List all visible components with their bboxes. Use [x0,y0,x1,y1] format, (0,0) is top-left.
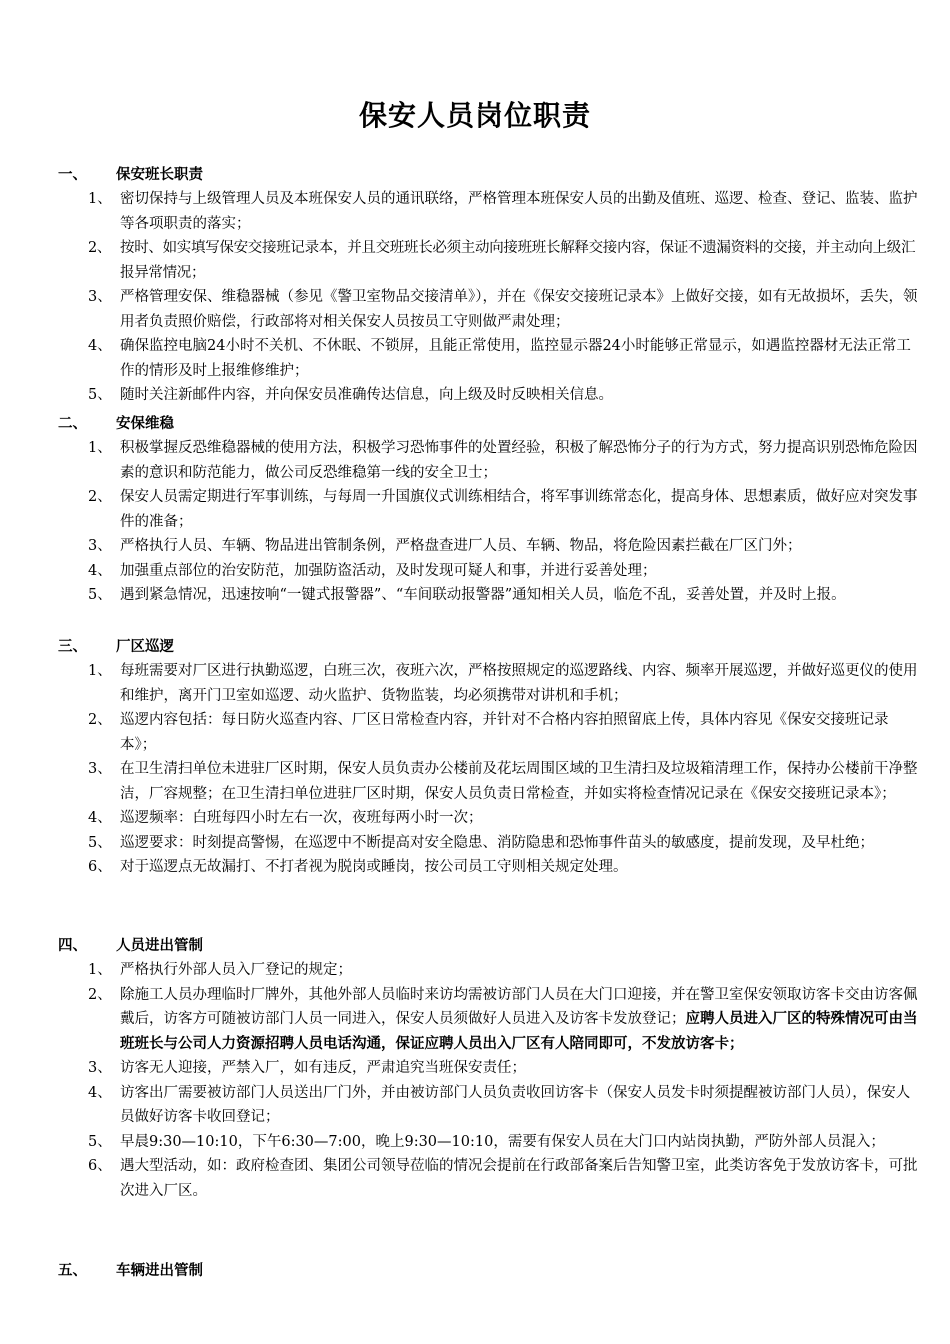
item-text: 遇到紧急情况，迅速按响“一键式报警器”、“车间联动报警器”通知相关人员，临危不乱，妥善处置，并及时上报。 [120,587,846,603]
item-text: 确保监控电脑24小时不关机、不休眠、不锁屏，且能正常使用，监控显示器24小时能够正常显示，如遇监控器材无法正常工作的情形及时上报维修维护； [120,338,911,379]
item-text: 每班需要对厂区进行执勤巡逻，白班三次，夜班六次，严格按照规定的巡逻路线、内容、频率开展巡逻，并做好巡更仪的使用和维护，离开门卫室如巡逻、动火监护、货物监装，均必须携带对讲机和手机； [120,663,918,704]
item-text: 严格管理安保、维稳器械（参见《警卫室物品交接清单》），并在《保安交接班记录本》上做好交接，如有无故损坏，丢失，领用者负责照价赔偿，行政部将对相关保安人员按员工守则做严肃处理； [120,289,918,330]
item-text: 加强重点部位的治安防范，加强防盗活动，及时发现可疑人和事，并进行妥善处理； [120,562,657,579]
list-item [58,757,918,806]
section-title: 安保维稳 [116,415,174,432]
section-number: 一、 [58,166,87,183]
item-text: 按时、如实填写保安交接班记录本，并且交班班长必须主动向接班班长解释交接内容，保证不遗漏资料的交接，并主动向上级汇报异常情况； [120,240,916,281]
section-number: 三、 [58,638,87,655]
item-text: 访客出厂需要被访部门人员送出厂门外，并由被访部门人员负责收回访客卡（保安人员发卡时须提醒被访部门人员），保安人员做好访客卡收回登记； [120,1084,911,1125]
item-text: 访客无人迎接，严禁入厂，如有违反，严肃追究当班保安责任； [120,1060,526,1076]
item-number: 1、 [88,962,112,978]
section-number: 二、 [58,415,87,432]
item-text: 在卫生清扫单位未进驻厂区时期，保安人员负责办公楼前及花坛周围区域的卫生清扫及垃圾箱清理工作，保持办公楼前干净整洁，厂容规整；在卫生清扫单位进驻厂区时期，保安人员负责日常检查，并如实将检查情况记录在《保安交接班记录本》； [120,761,918,802]
item-text: 巡逻要求：时刻提高警惕，在巡逻中不断提高对安全隐患、消防隐患和恐怖事件苗头的敏感度，提前发现，及早杜绝； [120,834,874,851]
list-item [58,187,918,236]
section-heading [58,934,918,958]
item-number: 2、 [88,489,112,505]
item-number: 2、 [88,986,112,1003]
list-item [58,983,918,1057]
item-number: 2、 [88,240,112,256]
item-number: 1、 [88,440,112,456]
item-text-bold: 应聘人员进入厂区的特殊情况可由当班班长与公司人力资源招聘人员电话沟通，保证应聘人员出入厂区有人陪同即可，不发放访客卡； [120,1010,918,1052]
item-number: 4、 [88,810,112,826]
section-title: 人员进出管制 [116,937,203,954]
section-heading [58,635,918,659]
item-number: 2、 [88,712,112,728]
list-item [58,485,918,534]
section-heading [58,163,918,187]
item-text: 对于巡逻点无故漏打、不打者视为脱岗或睡岗，按公司员工守则相关规定处理。 [120,859,628,875]
list-item [58,855,918,880]
list-item [58,285,918,334]
section-4 [58,934,918,1203]
section-heading [58,412,918,436]
item-text [120,983,918,1057]
section-number: 四、 [58,937,87,954]
list-item [58,534,918,559]
item-text: 巡逻内容包括：每日防火巡查内容、厂区日常检查内容，并针对不合格内容拍照留底上传，具体内容见《保安交接班记录本》； [120,712,889,753]
item-text-normal: 除施工人员办理临时厂牌外，其他外部人员临时来访均需被访部门人员在大门口迎接，并在警卫室保安领取访客卡交由访客佩戴后，访客方可随被访部门人员一同进入，保安人员须做好人员进入及访客卡发放登记； [120,986,918,1027]
item-number: 5、 [88,1133,112,1150]
item-number: 6、 [88,859,112,875]
item-text: 随时关注新邮件内容，并向保安员准确传达信息，向上级及时反映相关信息。 [120,387,613,403]
item-text: 保安人员需定期进行军事训练，与每周一升国旗仪式训练相结合，将军事训练常态化，提高身体、思想素质，做好应对突发事件的准备； [120,489,918,530]
item-text: 严格执行人员、车辆、物品进出管制条例，严格盘查进厂人员、车辆、物品，将危险因素拦截在厂区门外； [120,538,802,554]
item-text: 早晨9:30—10:10，下午6:30—7:00，晚上9:30—10:10，需要有保安人员在大门口内站岗执勤，严防外部人员混入； [120,1133,885,1150]
section-title: 厂区巡逻 [116,638,174,655]
item-text: 密切保持与上级管理人员及本班保安人员的通讯联络，严格管理本班保安人员的出勤及值班、巡逻、检查、登记、监装、监护等各项职责的落实； [120,191,918,232]
item-number: 3、 [88,1060,112,1076]
section-3 [58,635,918,880]
list-item [58,1130,918,1155]
list-item [58,831,918,856]
item-number: 5、 [88,387,112,403]
section-1 [58,163,918,408]
section-5 [58,1259,918,1283]
item-text: 严格执行外部人员入厂登记的规定； [120,962,352,978]
list-item [58,334,918,383]
list-item [58,436,918,485]
item-text: 巡逻频率：白班每四小时左右一次，夜班每两小时一次； [120,810,483,826]
list-item [58,1154,918,1203]
section-2 [58,412,918,608]
list-item [58,1081,918,1130]
item-number: 1、 [88,191,112,207]
section-title: 车辆进出管制 [116,1262,203,1279]
item-number: 6、 [88,1158,112,1174]
list-item [58,958,918,983]
list-item [58,236,918,285]
section-number: 五、 [58,1262,87,1279]
item-number: 5、 [88,834,112,851]
item-text: 遇大型活动，如：政府检查团、集团公司领导莅临的情况会提前在行政部备案后告知警卫室，此类访客免于发放访客卡，可批次进入厂区。 [120,1158,918,1199]
list-item [58,583,918,608]
list-item [58,806,918,831]
item-text: 积极掌握反恐维稳器械的使用方法，积极学习恐怖事件的处置经验，积极了解恐怖分子的行为方式，努力提高识别恐怖危险因素的意识和防范能力，做公司反恐维稳第一线的安全卫士； [120,440,918,481]
item-number: 3、 [88,538,112,554]
section-title: 保安班长职责 [116,166,203,183]
list-item [58,708,918,757]
item-number: 4、 [88,562,112,579]
document-title: 保安人员岗位职责 [358,99,591,132]
list-item [58,559,918,584]
list-item [58,659,918,708]
list-item [58,1056,918,1081]
section-heading [58,1259,918,1283]
item-number: 3、 [88,289,112,305]
item-number: 3、 [88,761,112,777]
item-number: 1、 [88,663,112,679]
item-number: 5、 [88,587,112,603]
list-item [58,383,918,408]
item-number: 4、 [88,338,112,354]
item-number: 4、 [88,1084,112,1101]
